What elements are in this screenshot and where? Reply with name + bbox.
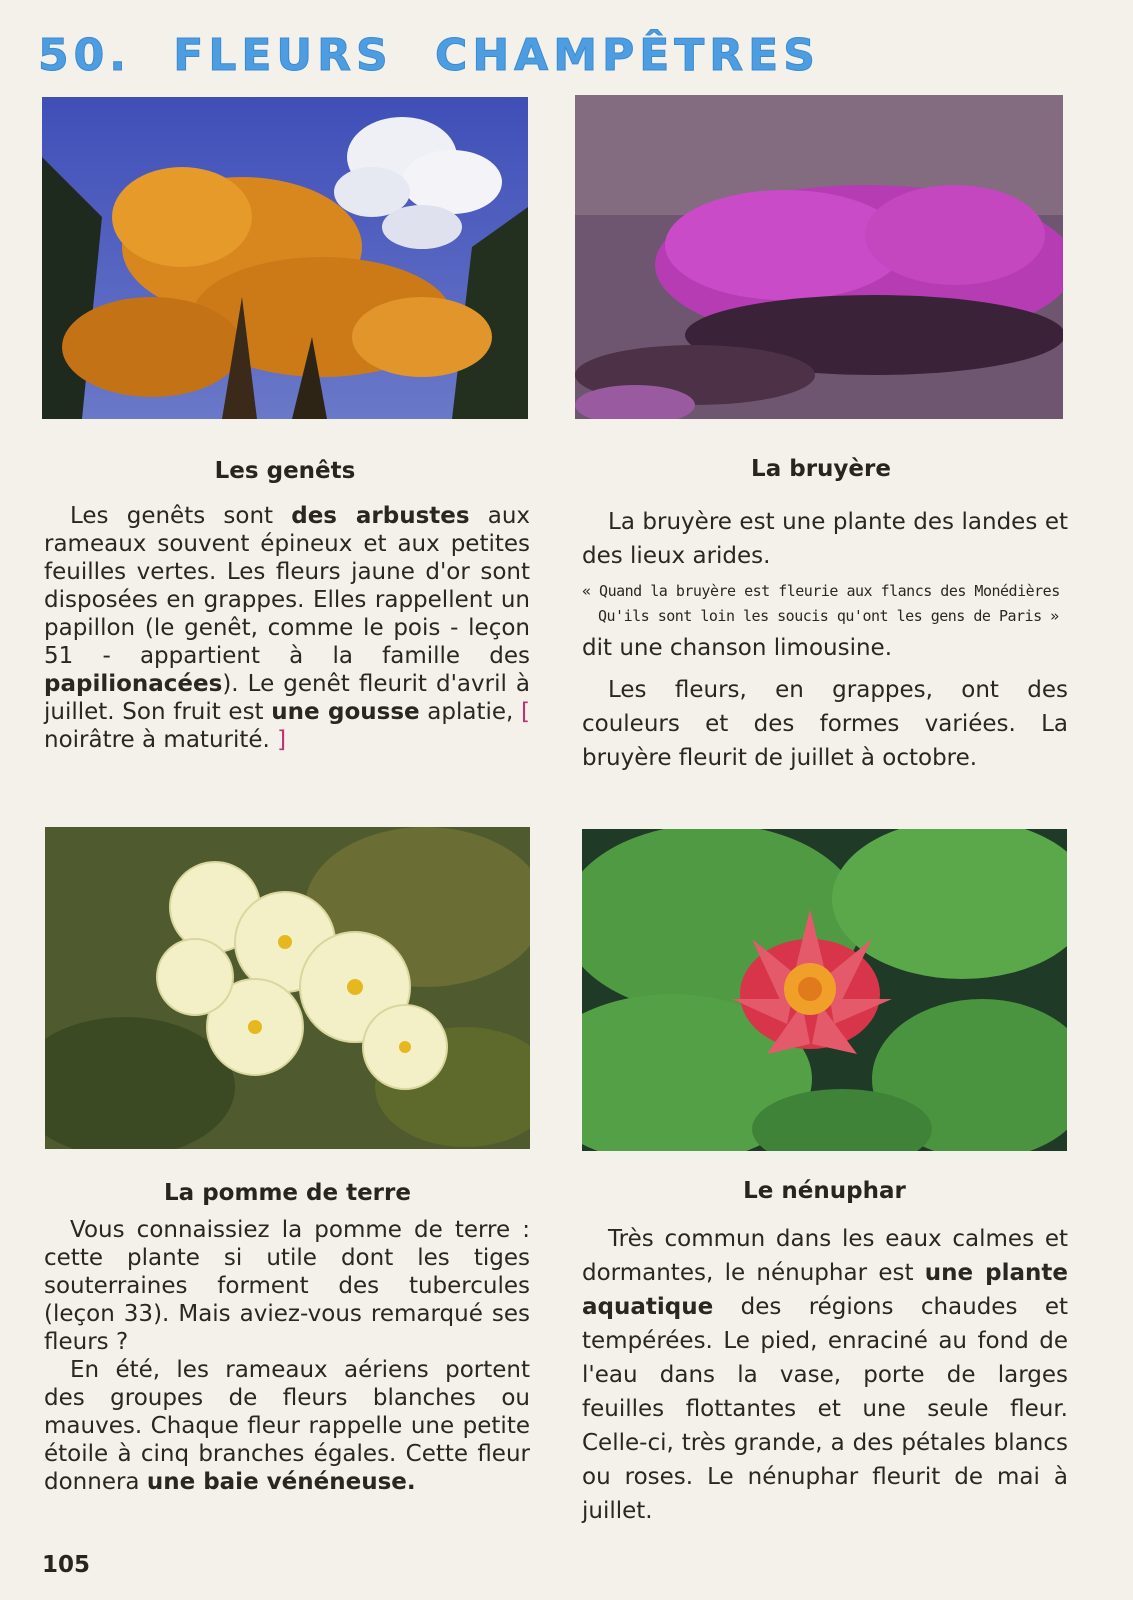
nenuphar-heading: Le nénuphar xyxy=(743,1178,906,1204)
pomme-text-2: En été, les rameaux aériens portent des groupes de fleurs blanches ou mauves. Chaque fleur rappelle une petite étoile à cinq branches égales. Cette fleur donnera xyxy=(44,1357,530,1495)
bracket-close: ] xyxy=(277,727,287,753)
page-number: 105 xyxy=(42,1552,91,1578)
bruyere-heading: La bruyère xyxy=(751,456,891,482)
pomme-de-terre-photo xyxy=(45,827,530,1149)
genets-text-5: noirâtre à maturité. xyxy=(44,727,278,753)
genets-heading: Les genêts xyxy=(214,458,356,484)
nenuphar-bold-plante: une plante aquatique xyxy=(582,1260,1068,1320)
nenuphar-paragraph xyxy=(582,1222,1068,1528)
genets-text xyxy=(44,502,530,754)
quote-line-2: Qu'ils sont loin les soucis qu'ont les gens de Paris » xyxy=(598,607,1059,625)
bracket-open: [ xyxy=(521,699,530,725)
bruyere-text xyxy=(582,505,1068,775)
nenuphar-text-2: des régions chaudes et tempérées. Le pied, enraciné au fond de l'eau dans la vase, porte de larges feuilles flottantes et une seule fleur. Celle-ci, très grande, a des pétales blancs ou roses. Le nénuphar fleurit de mai à juillet. xyxy=(582,1294,1068,1524)
genets-bold-papilionacees: papilionacées xyxy=(44,671,223,697)
pomme-de-terre-text xyxy=(44,1216,530,1496)
genets-paragraph xyxy=(44,502,530,754)
bruyere-photo xyxy=(575,95,1063,419)
nenuphar-text-1: Très commun dans les eaux calmes et dormantes, le nénuphar est xyxy=(582,1226,1068,1286)
genets-text-4: aplatie, xyxy=(419,699,522,725)
bruyere-quote xyxy=(582,579,1068,629)
genets-text-2: aux rameaux souvent épineux et aux petites feuilles vertes. Les fleurs jaune d'or sont disposées en grappes. Elles rappellent un papillon (le genêt, comme le pois - leçon 51 - appartient à la famille des xyxy=(44,503,531,669)
genets-text-1: Les genêts sont xyxy=(70,503,292,529)
pomme-paragraph-2 xyxy=(44,1356,530,1496)
genets-text-3: ). Le genêt fleurit d'avril à juillet. Son fruit est xyxy=(44,671,530,725)
nenuphar-text xyxy=(582,1222,1068,1528)
page-title: 50. FLEURS CHAMPÊTRES xyxy=(38,30,820,81)
pomme-paragraph-1: Vous connaissiez la pomme de terre : cette plante si utile dont les tiges souterraines forment des tubercules (leçon 33). Mais aviez-vous remarqué ses fleurs ? xyxy=(44,1217,530,1355)
bruyere-paragraph-1: La bruyère est une plante des landes et des lieux arides. xyxy=(582,509,1068,569)
pomme-bold-baie: une baie vénéneuse. xyxy=(146,1469,416,1495)
quote-line-1: « Quand la bruyère est fleurie aux flancs des Monédières xyxy=(582,582,1060,600)
bruyere-paragraph-2: dit une chanson limousine. xyxy=(582,635,893,661)
genets-bold-arbustes: des arbustes xyxy=(291,503,470,529)
bruyere-paragraph-3: Les fleurs, en grappes, ont des couleurs et des formes variées. La bruyère fleurit de juillet à octobre. xyxy=(582,677,1068,771)
genets-bold-gousse: une gousse xyxy=(271,699,420,725)
nenuphar-photo xyxy=(582,829,1067,1151)
genets-photo xyxy=(42,97,528,419)
pomme-de-terre-heading: La pomme de terre xyxy=(164,1180,411,1206)
